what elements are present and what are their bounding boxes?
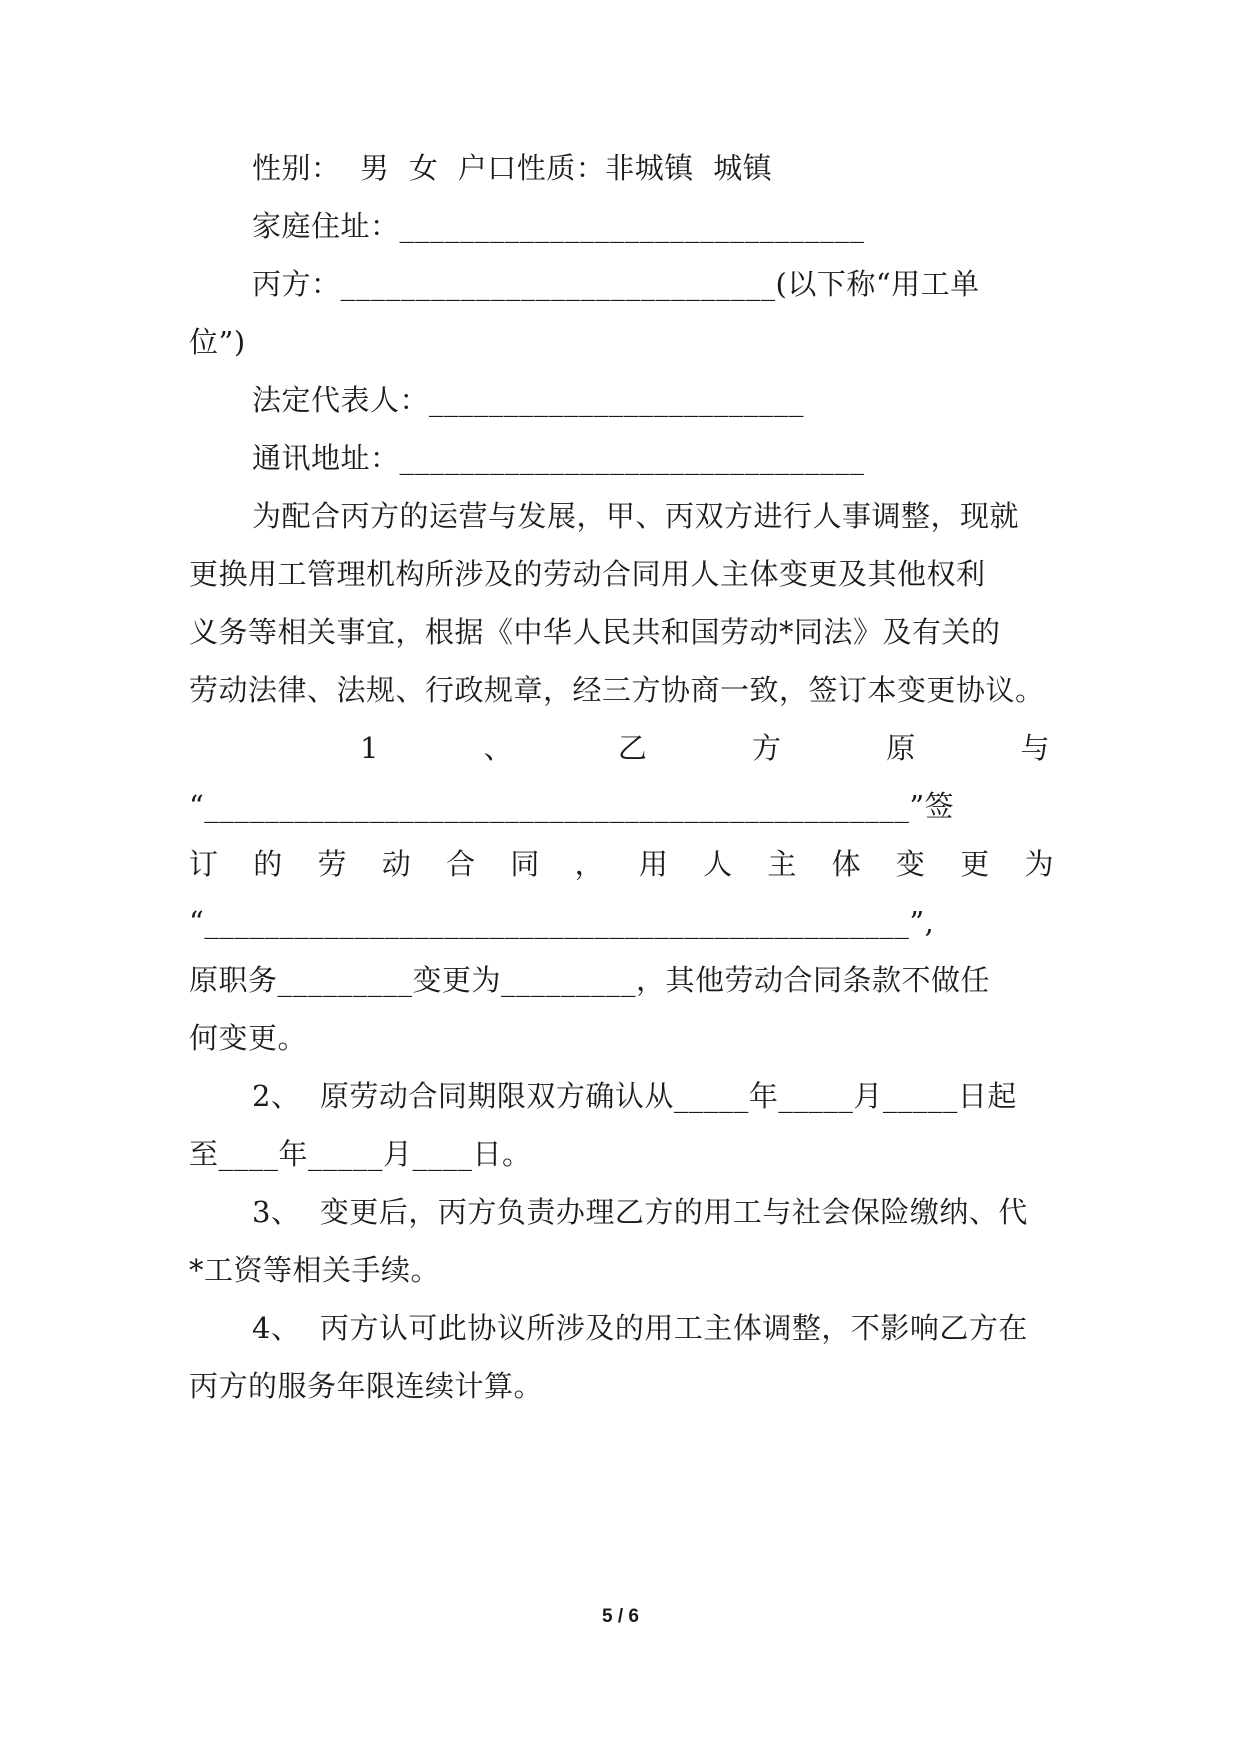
clause-1-new-employer-line: “_______________________________________________”, [189,905,935,939]
gender-hukou-line: 性别： 男 女 户口性质：非城镇 城镇 [252,151,773,185]
clause-1-char: 主 [767,847,797,881]
preamble-paragraph-line: 更换用工管理机构所涉及的劳动合同用人主体变更及其他权利 [189,557,986,591]
clause-1-char: ， [574,847,605,881]
home-address-line: 家庭住址：_______________________________ [252,209,865,243]
clause-1-original-employer-line: “_______________________________________________”签 [189,789,955,823]
party-c-line: 丙方：_____________________________(以下称“用工单 [252,267,980,301]
clause-3-line-continued: *工资等相关手续。 [189,1253,441,1287]
clause-1-char: 的 [253,847,283,881]
clause-1-char: 劳 [317,847,348,881]
clause-1-char: 方 [752,731,782,765]
legal-representative-line: 法定代表人：_________________________ [252,383,805,417]
party-c-line-continued: 位”) [189,325,246,359]
clause-1-char: 为 [1024,847,1054,881]
clause-1-char: 1 [360,731,379,765]
clause-3-line: 3、 变更后，丙方负责办理乙方的用工与社会保险缴纳、代 [252,1195,1028,1229]
clause-1-char: 动 [381,847,412,881]
clause-2-line-continued: 至____年_____月____日。 [189,1137,532,1171]
clause-2-line: 2、 原劳动合同期限双方确认从_____年_____月_____日起 [252,1079,1017,1113]
preamble-paragraph-line: 义务等相关事宜，根据《中华人民共和国劳动*同法》及有关的 [189,615,1001,649]
clause-1-char: 乙 [617,731,648,765]
clause-1-char: 变 [895,847,926,881]
clause-1-char: 用 [638,847,669,881]
preamble-paragraph-line: 劳动法律、法规、行政规章，经三方协商一致，签订本变更协议。 [189,673,1045,707]
clause-1-char: 更 [960,847,990,881]
preamble-paragraph-line: 为配合丙方的运营与发展，甲、丙双方进行人事调整，现就 [252,499,1020,533]
clause-1-spread-line [189,844,1054,884]
clause-1-char: 同 [510,847,540,881]
clause-4-line-continued: 丙方的服务年限连续计算。 [189,1369,544,1403]
clause-1-char: 人 [703,847,733,881]
clause-1-char: 原 [886,731,916,765]
clause-1-char: 订 [189,847,219,881]
clause-1-position-line: 原职务_________变更为_________，其他劳动合同条款不做任 [189,963,991,997]
page-number: 5 / 6 [602,1606,639,1627]
clause-4-line: 4、 丙方认可此协议所涉及的用工主体调整，不影响乙方在 [252,1311,1028,1345]
clause-1-char: 与 [1020,731,1050,765]
clause-1-position-line-continued: 何变更。 [189,1021,308,1055]
clause-1-spread-line [360,728,1050,768]
mailing-address-line: 通讯地址：_______________________________ [252,441,865,475]
clause-1-char: 体 [831,847,862,881]
clause-1-char: 合 [446,847,476,881]
clause-1-char: 、 [483,731,514,765]
